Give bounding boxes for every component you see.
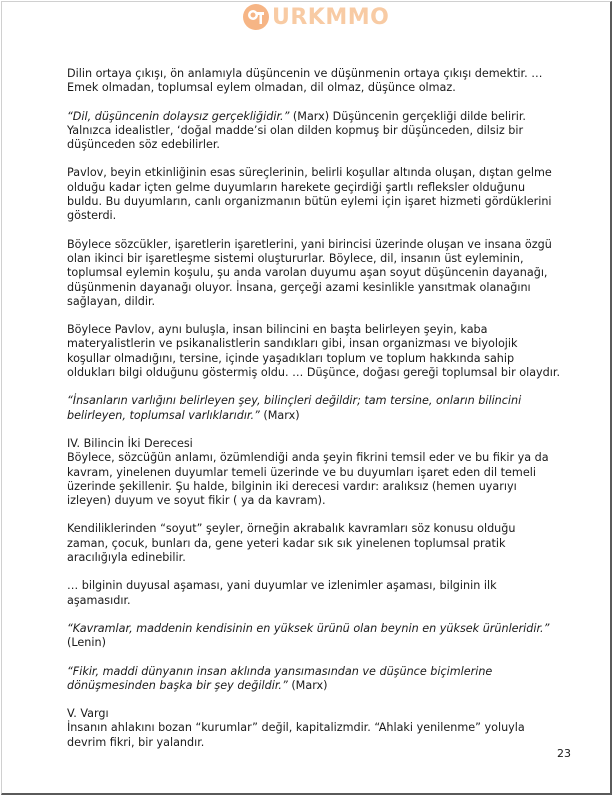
paragraph: Pavlov, beyin etkinliğinin esas süreçlerinin, belirli koşullar altında oluşan, dıştan gelme olduğu kadar içten gelme duyumların harekete geçirdiği şartlı refleksler olduğunu buldu. Bu duyumların, canlı organizmanın bütün eylemi için işaret hizmeti gördüklerini gösterdi. xyxy=(67,166,552,223)
paragraph-text: (Lenin) xyxy=(67,636,106,650)
watermark-text: URKMMO xyxy=(272,4,390,30)
paragraph: … bilginin duyusal aşaması, yani duyumlar ve izlenimler aşaması, bilginin ilk aşamasıdır. xyxy=(67,579,497,607)
quote-text: “İnsanların varlığını belirleyen şey, bilinçleri değildir; tam tersine, onların bilincini belirleyen, toplumsal varlıklarıdır.” xyxy=(67,394,522,422)
paragraph xyxy=(67,622,567,651)
document-body xyxy=(67,67,567,750)
paragraph: Böylece Pavlov, aynı buluşla, insan bilincini en başta belirleyen şeyin, kaba materyalistlerin ve psikanalistlerin sandıkları gibi, insan organizması ve biyolojik koşullar olmadığını, tersine, içinde yaşadıkları toplum ve toplum hakkında sahip oldukları bilgi olduğunu göstermiş oldu. … Düşünce, doğası gereği toplumsal bir olaydır. xyxy=(67,323,561,380)
section-heading: V. Vargı xyxy=(67,707,109,721)
quote-text: “Fikir, maddi dünyanın insan aklında yansımasından ve düşünce biçimlerine dönüşmesinden başka bir şey değildir.” xyxy=(67,664,493,692)
paragraph: Dilin ortaya çıkışı, ön anlamıyla düşüncenin ve düşünmenin ortaya çıkışı demektir. … Emek olmadan, toplumsal eylem olmadan, dil olmaz, düşünce olmaz. xyxy=(67,67,543,95)
paragraph: Kendiliklerinden “soyut” şeyler, örneğin akrabalık kavramları söz konusu olduğu zaman, çocuk, bunları da, gene yeteri kadar sık sık yinelenen toplumsal pratik aracılığıyla edinebilir. xyxy=(67,522,516,565)
paragraph xyxy=(67,665,567,694)
paragraph: Böylece sözcükler, işaretlerin işaretlerini, yani birincisi üzerinde oluşan ve insana özgü olan ikinci bir işaretleşme sistemi oluştururlar. Böylece, dil, insanın üst eyleminin, toplumsal eylemin koşulu, şu anda varolan duyumu aşan soyut düşüncenin dayanağı, düşünmenin dayanağı oluyor. İnsana, gerçeği azami kesinlikle yansıtmak olanağını sağlayan, dildir. xyxy=(67,237,552,308)
paragraph: Böylece, sözcüğün anlamı, özümlendiği anda şeyin fikrini temsil eder ve bu fikir ya da kavram, yinelenen duyumlar temeli üzerinde ve bu duyumları işaret eden dil temeli üzerinde şekillenir. Şu halde, bilginin iki derecesi vardır: aralıksız (hemen uyarıyı izleyen) duyum ve soyut fikir ( ya da kavram). xyxy=(67,451,549,508)
quote-text: “Kavramlar, maddenin kendisinin en yüksek ürünü olan beynin en yüksek ürünleridir.” xyxy=(67,621,550,635)
paragraph xyxy=(67,394,567,423)
section-heading: IV. Bilincin İki Derecesi xyxy=(67,436,193,450)
paragraph xyxy=(67,110,567,153)
quote-text: “Dil, düşüncenin dolaysız gerçekliğidir.” xyxy=(67,109,290,123)
paragraph-text: (Marx) xyxy=(259,408,300,422)
paragraph-text: (Marx) Düşüncenin gerçekliği dilde belirir. Yalnızca idealistler, ‘doğal madde’si olan dilden kopmuş bir düşünceden, dilsiz bir düşünceden söz edebilirler. xyxy=(67,109,526,152)
paragraph: İnsanın ahlakını bozan “kurumlar” değil, kapitalizmdir. “Ahlaki yenilenme” yoluyla devrim fikri, bir yalandır. xyxy=(67,721,525,749)
paragraph-text: (Marx) xyxy=(287,678,328,692)
page-number: 23 xyxy=(557,747,571,760)
orange-circle-logo-icon xyxy=(242,3,270,31)
watermark-logo xyxy=(242,2,389,32)
